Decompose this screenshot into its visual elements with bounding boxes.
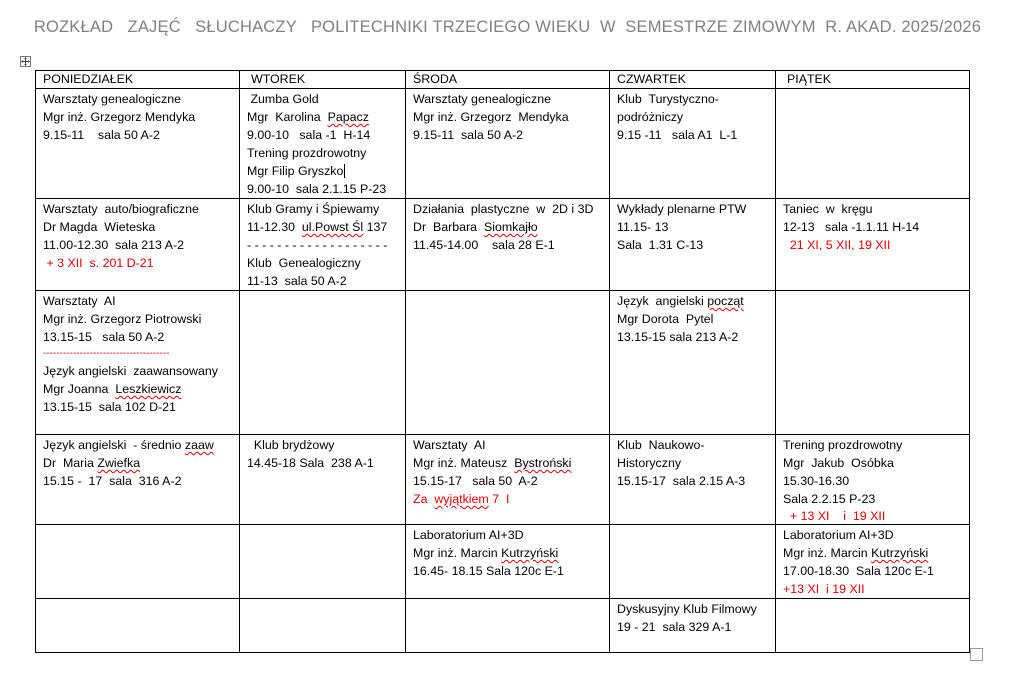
class-name: Dyskusyjny Klub Filmowy (617, 602, 757, 616)
cell-wed-4[interactable] (406, 435, 610, 525)
time-room: 9.15-11 sala 50 A-2 (43, 128, 160, 142)
class-name: Klub Turystyczno- (617, 92, 719, 106)
time-room: 19 - 21 sala 329 A-1 (617, 620, 732, 634)
schedule-row-6 (36, 599, 970, 653)
class-name: Klub Naukowo- (617, 438, 705, 452)
instructor: Mgr inż. Grzegorz Mendyka (43, 110, 196, 124)
cell-thu-1[interactable] (610, 89, 776, 199)
class-name: Klub Genealogiczny (247, 256, 361, 270)
instructor: Mgr Filip Gryszko (247, 164, 344, 178)
cell-mon-3[interactable] (36, 291, 240, 435)
cell-mon-4[interactable] (36, 435, 240, 525)
extra-date-note: +13 XI i 19 XII (783, 582, 865, 596)
class-name: Klub brydżowy (247, 438, 335, 452)
class-name: Trening prozdrowotny (783, 438, 903, 452)
instructor: Mgr inż. Marcin Kutrzyński (413, 546, 559, 560)
cell-tue-6[interactable] (240, 599, 406, 653)
header-thursday: CZWARTEK (610, 71, 776, 89)
header-wednesday: ŚRODA (406, 71, 610, 89)
table-resize-handle-icon[interactable] (970, 648, 983, 661)
schedule-table (35, 70, 970, 653)
separator: -------------------------------------- (43, 348, 170, 359)
time-room: 13.15-15 sala 102 D-21 (43, 400, 176, 414)
time-room: 11-12.30 ul.Powst Śl 137 (247, 220, 388, 234)
instructor: Mgr Karolina Papacz (247, 110, 369, 124)
cell-tue-2[interactable] (240, 199, 406, 291)
instructor: Mgr inż. Grzegorz Piotrowski (43, 312, 202, 326)
cell-fri-3[interactable] (776, 291, 970, 435)
cell-fri-5[interactable] (776, 525, 970, 599)
separator: - - - - - - - - - - - - - - - - - - - (247, 238, 388, 252)
cell-fri-2[interactable] (776, 199, 970, 291)
time-room: 14.45-18 Sala 238 A-1 (247, 456, 374, 470)
cell-tue-4[interactable] (240, 435, 406, 525)
cell-thu-2[interactable] (610, 199, 776, 291)
instructor: Mgr Dorota Pytel (617, 312, 714, 326)
schedule-row-3 (36, 291, 970, 435)
header-tuesday: WTOREK (240, 71, 406, 89)
room: Sala 1.31 C-13 (617, 238, 704, 252)
cell-wed-2[interactable] (406, 199, 610, 291)
schedule-row-4 (36, 435, 970, 525)
instructor: Dr Barbara Siomkajło (413, 220, 538, 234)
time-room: 15.15 - 17 sala 316 A-2 (43, 474, 182, 488)
time: 15.30-16.30 (783, 474, 850, 488)
cell-fri-1[interactable] (776, 89, 970, 199)
table-move-handle-icon[interactable] (20, 56, 31, 67)
cell-wed-3[interactable] (406, 291, 610, 435)
class-name: Język angielski zaawansowany (43, 364, 218, 378)
class-name: Zumba Gold (247, 92, 319, 106)
cell-mon-2[interactable] (36, 199, 240, 291)
time-room: 15.15-17 sala 50 A-2 (413, 474, 538, 488)
time-room: 11-13 sala 50 A-2 (247, 274, 347, 288)
time-room: 9.00-10 sala 2.1.15 P-23 (247, 182, 387, 196)
time-room: 17.00-18.30 Sala 120c E-1 (783, 564, 934, 578)
time-room: 13.15-15 sala 213 A-2 (617, 330, 739, 344)
date-note: 21 XI, 5 XII, 19 XII (783, 238, 891, 252)
cell-tue-1[interactable] (240, 89, 406, 199)
instructor: Dr Maria Zwiefka (43, 456, 141, 470)
time-room: 15.15-17 sala 2.15 A-3 (617, 474, 746, 488)
class-name: Język angielski - średnio zaaw (43, 438, 214, 452)
cell-mon-5[interactable] (36, 525, 240, 599)
instructor: Mgr inż. Grzegorz Mendyka (413, 110, 569, 124)
time-room: 9.00-10 sala -1 H-14 (247, 128, 371, 142)
time-room: 9.15 -11 sala A1 L-1 (617, 128, 738, 142)
time-room: 13.15-15 sala 50 A-2 (43, 330, 165, 344)
class-name: Wykłady plenarne PTW (617, 202, 747, 216)
class-name: Działania plastyczne w 2D i 3D (413, 202, 594, 216)
header-monday: PONIEDZIAŁEK (36, 71, 240, 89)
class-name-cont: podróżniczy (617, 110, 684, 124)
class-name: Laboratorium AI+3D (783, 528, 894, 542)
cell-mon-1[interactable] (36, 89, 240, 199)
schedule-row-1 (36, 89, 970, 199)
time-room: 11.00-12.30 sala 213 A-2 (43, 238, 184, 252)
header-friday: PIĄTEK (776, 71, 970, 89)
class-name: Klub Gramy i Śpiewamy (247, 202, 380, 216)
time-room: 11.45-14.00 sala 28 E-1 (413, 238, 555, 252)
class-name-cont: Historyczny (617, 456, 682, 470)
schedule-row-5 (36, 525, 970, 599)
page-title: ROZKŁAD ZAJĘĆ SŁUCHACZY POLITECHNIKI TRZECIEGO WIEKU W SEMESTRZE ZIMOWYM R. AKAD. 2025/2026 (33, 18, 982, 36)
cell-tue-3[interactable] (240, 291, 406, 435)
cell-mon-6[interactable] (36, 599, 240, 653)
cell-thu-5[interactable] (610, 525, 776, 599)
cell-thu-4[interactable] (610, 435, 776, 525)
cell-wed-6[interactable] (406, 599, 610, 653)
header-row (36, 71, 970, 89)
instructor: Mgr inż. Marcin Kutrzyński (783, 546, 929, 560)
class-name: Warsztaty genealogiczne (413, 92, 551, 106)
cell-fri-4[interactable] (776, 435, 970, 525)
instructor: Mgr Jakub Osóbka (783, 456, 894, 470)
cell-thu-3[interactable] (610, 291, 776, 435)
time-room: 9.15-11 sala 50 A-2 (413, 128, 523, 142)
extra-date-note: + 13 XI i 19 XII (783, 509, 886, 523)
class-name: Laboratorium AI+3D (413, 528, 524, 542)
class-name: Warsztaty auto/biograficzne (43, 202, 199, 216)
class-name: Warsztaty genealogiczne (43, 92, 181, 106)
exception-note: Za wyjątkiem 7 I (413, 492, 510, 506)
class-name: Warsztaty AI (413, 438, 486, 452)
time: 11.15- 13 (617, 220, 669, 234)
class-name: Język angielski począt (617, 294, 744, 308)
instructor: Mgr Joanna Leszkiewicz (43, 382, 182, 396)
schedule-row-2 (36, 199, 970, 291)
room: Sala 2.2.15 P-23 (783, 492, 876, 506)
class-name: Warsztaty AI (43, 294, 116, 308)
cell-thu-6[interactable] (610, 599, 776, 653)
cell-fri-6[interactable] (776, 599, 970, 653)
instructor: Dr Magda Wieteska (43, 220, 156, 234)
class-name: Taniec w kręgu (783, 202, 873, 216)
instructor: Mgr inż. Mateusz Bystroński (413, 456, 572, 470)
class-name: Trening prozdrowotny (247, 146, 367, 160)
cell-tue-5[interactable] (240, 525, 406, 599)
time-room: 12-13 sala -1.1.11 H-14 (783, 220, 920, 234)
cell-wed-5[interactable] (406, 525, 610, 599)
cell-wed-1[interactable] (406, 89, 610, 199)
time-room: 16.45- 18.15 Sala 120c E-1 (413, 564, 564, 578)
extra-date-note: + 3 XII s. 201 D-21 (43, 256, 154, 270)
